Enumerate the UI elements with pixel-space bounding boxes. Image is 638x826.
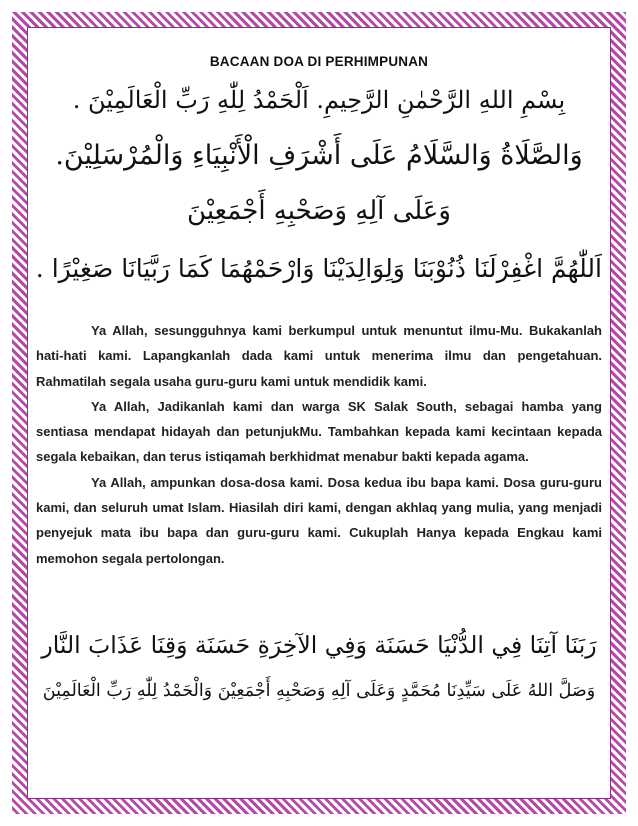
prayer-paragraphs bbox=[36, 318, 602, 571]
arabic-opening-line-1: بِسْمِ اللهِ الرَّحْمٰنِ الرَّحِيمِ. اَلْحَمْدُ لِلّٰهِ رَبِّ الْعَالَمِيْنَ . bbox=[72, 86, 566, 114]
arabic-closing-line-2: وَصَلَّ اللهُ عَلَى سَيِّدِنَا مُحَمَّدٍ وَعَلَى آلِهِ وَصَحْبِهِ أَجْمَعِيْنَ وَالْحَمْدُ لِلّٰهِ رَبِّ الْعَالَمِيْنَ bbox=[42, 681, 596, 701]
prayer-paragraph-1: Ya Allah, sesungguhnya kami berkumpul untuk menuntut ilmu-Mu. Bukakanlah hati-hati kami. Lapangkanlah dada kami untuk menerima ilmu dan pengetahuan. Rahmatilah segala usaha guru-guru kami untuk mendidik kami. bbox=[36, 323, 602, 389]
page-title: BACAAN DOA DI PERHIMPUNAN bbox=[209, 54, 429, 69]
arabic-opening-line-3: وَعَلَى آلِهِ وَصَحْبِهِ أَجْمَعِيْنَ bbox=[187, 196, 451, 226]
document-content bbox=[36, 36, 602, 790]
arabic-closing-line-1: رَبَنَا آتِنَا فِي الدُّنْيَا حَسَنَة وَفِي الآخِرَةِ حَسَنَة وَقِنَا عَذَابَ النَّار bbox=[41, 631, 597, 659]
arabic-opening-line-4: اَللّٰهُمَّ اغْفِرْلَنَا ذُنُوْبَنَا وَلِوَالِدَيْنَا وَارْحَمْهُمَا كَمَا رَبَّيَانَا صَغِيْرًا . bbox=[35, 254, 602, 283]
prayer-paragraph-2: Ya Allah, Jadikanlah kami dan warga SK Salak South, sebagai hamba yang sentiasa mendapat hidayah dan petunjukMu. Tambahkan kepada kami kecintaan kepada segala kebaikan, dan terus istiqamah berkhidmat menabur bakti kepada agama. bbox=[36, 398, 602, 465]
prayer-paragraph-3: Ya Allah, ampunkan dosa-dosa kami. Dosa kedua ibu bapa kami. Dosa guru-guru kami, dan seluruh umat Islam. Hiasilah diri kami, dengan akhlaq yang mulia, yang menjadi penyejuk mata ibu bapa dan guru-guru kami. Cukuplah Hanya kepada Engkau kami memohon segala pertolongan. bbox=[36, 474, 602, 566]
arabic-opening-line-2: وَالصَّلَاةُ وَالسَّلَامُ عَلَى أَشْرَفِ الْأَنْبِيَاءِ وَالْمُرْسَلِيْنَ. bbox=[55, 140, 583, 171]
